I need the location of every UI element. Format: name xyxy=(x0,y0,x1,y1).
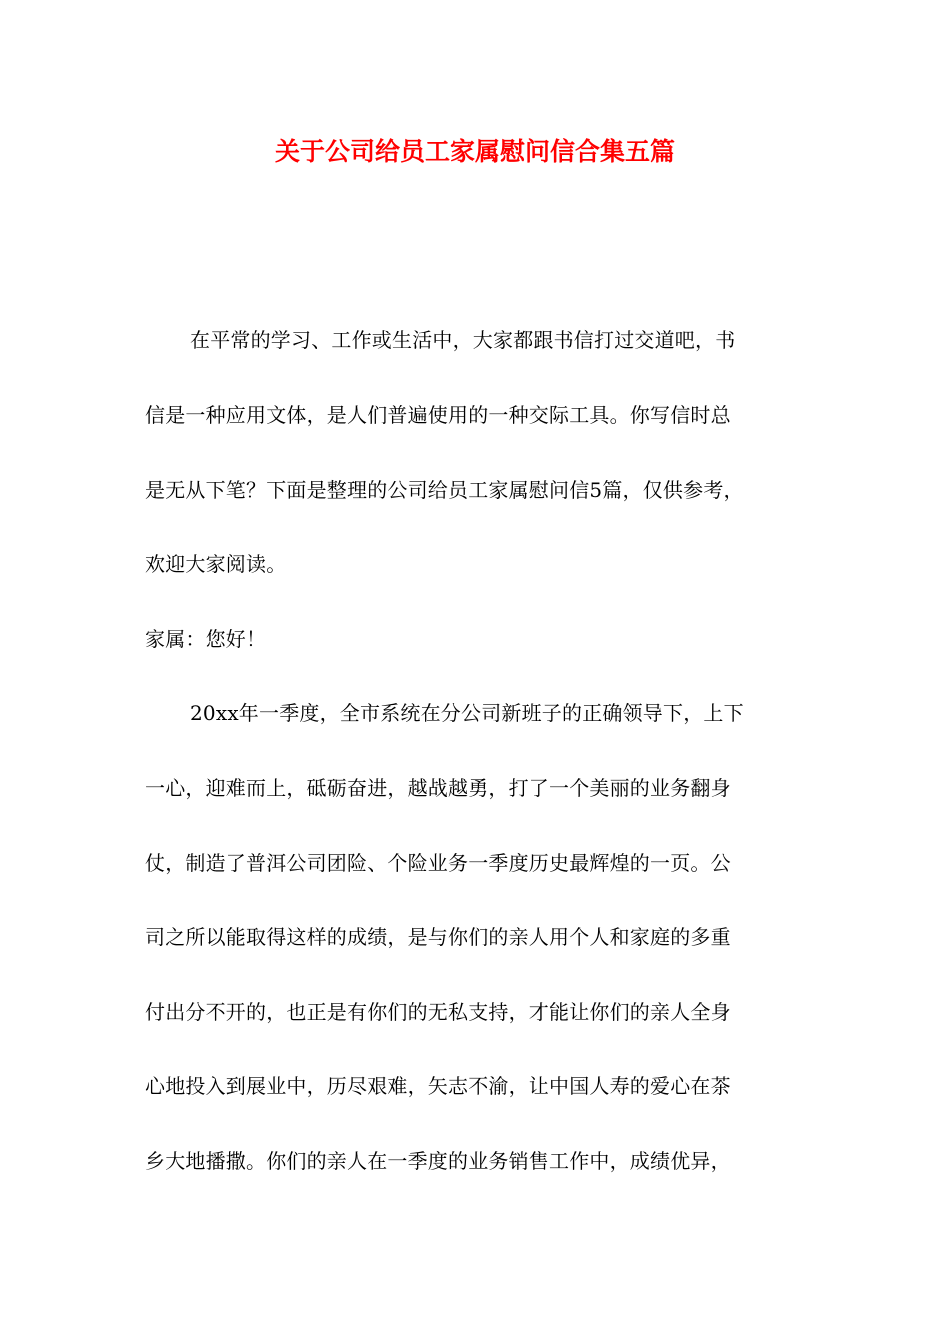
paragraph-line: 信是一种应用文体，是人们普遍使用的一种交际工具。你写信时总 xyxy=(145,403,731,427)
paragraph-line: 乡大地播撒。你们的亲人在一季度的业务销售工作中，成绩优异， xyxy=(145,1149,731,1173)
paragraph-line: 仗，制造了普洱公司团险、个险业务一季度历史最辉煌的一页。公 xyxy=(145,851,731,875)
paragraph-line: 一心，迎难而上，砥砺奋进，越战越勇，打了一个美丽的业务翻身 xyxy=(145,776,731,800)
paragraph-line: 欢迎大家阅读。 xyxy=(145,552,287,576)
document-title: 关于公司给员工家属慰问信合集五篇 xyxy=(274,137,675,166)
paragraph-line: 司之所以能取得这样的成绩，是与你们的亲人用个人和家庭的多重 xyxy=(145,925,731,949)
paragraph-line: 20xx年一季度，全市系统在分公司新班子的正确领导下，上下 xyxy=(190,701,744,725)
paragraph-line: 心地投入到展业中，历尽艰难，矢志不渝，让中国人寿的爱心在茶 xyxy=(145,1074,731,1098)
salutation-line: 家属：您好！ xyxy=(145,627,267,651)
paragraph-line: 在平常的学习、工作或生活中，大家都跟书信打过交道吧，书 xyxy=(190,328,736,352)
paragraph-line: 是无从下笔？下面是整理的公司给员工家属慰问信5篇，仅供参考， xyxy=(145,478,744,502)
paragraph-line: 付出分不开的，也正是有你们的无私支持，才能让你们的亲人全身 xyxy=(145,1000,731,1024)
